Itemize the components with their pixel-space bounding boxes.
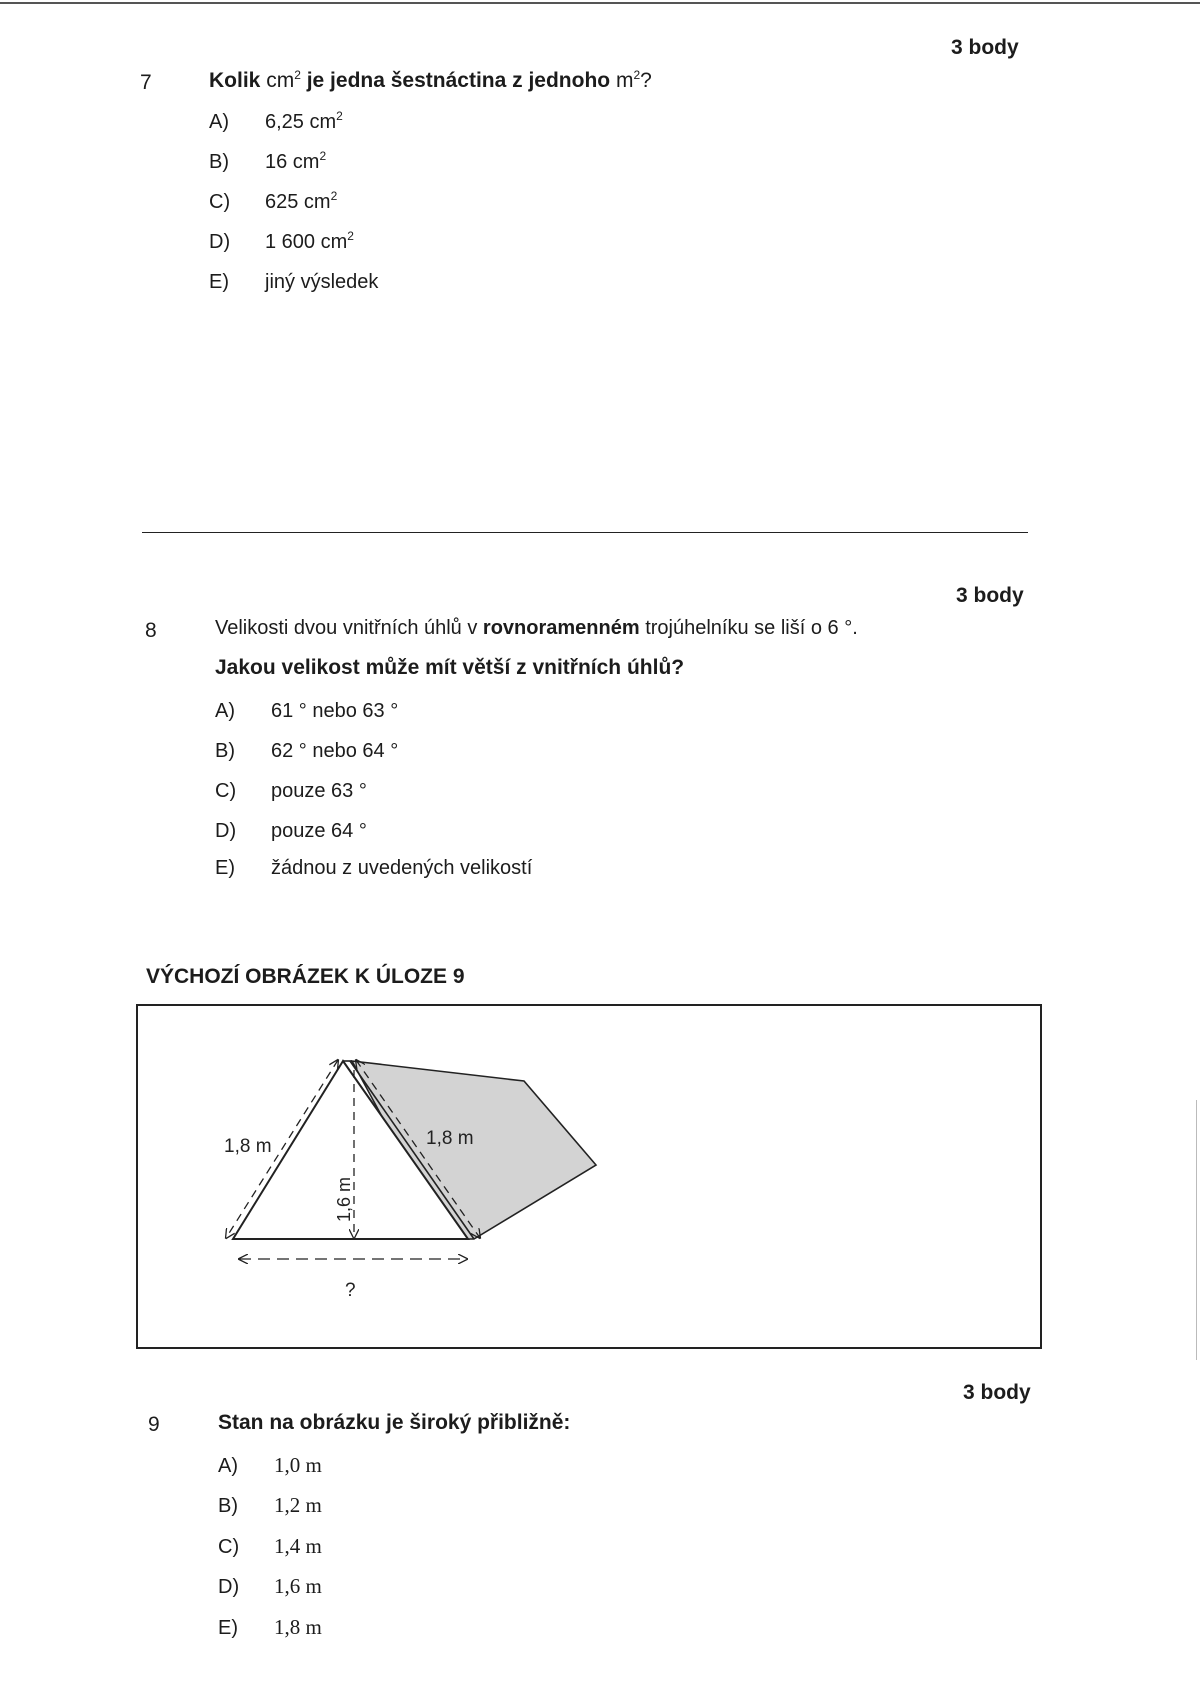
q8-option-e-value: žádnou z uvedených velikostí	[271, 857, 533, 879]
q8-option-d-value: pouze 64 °	[271, 820, 367, 842]
q8-statement-part-b: trojúhelníku se liší o 6 °.	[639, 617, 858, 639]
q7-option-b-value: 16 cm	[265, 151, 320, 173]
q7-points: 3 body	[951, 36, 1019, 59]
q7-question	[209, 69, 652, 93]
q7-option-c-value: 625 cm	[265, 191, 331, 213]
label-width-unknown: ?	[345, 1280, 356, 1301]
q7-option-c-sup: 2	[330, 189, 338, 203]
label-right-length: 1,8 m	[426, 1128, 474, 1149]
q8-option-d[interactable]	[215, 820, 367, 843]
q8-option-e[interactable]	[215, 857, 532, 880]
q9-option-b-letter: B)	[218, 1495, 238, 1517]
q9-option-a-value: 1,0 m	[274, 1453, 322, 1477]
q7-question-sup-1: 2	[294, 68, 301, 82]
q9-option-d[interactable]	[218, 1574, 322, 1599]
q9-option-b[interactable]	[218, 1493, 322, 1518]
q9-number: 9	[148, 1413, 160, 1436]
q9-option-e-letter: E)	[218, 1617, 238, 1639]
q8-option-c[interactable]	[215, 780, 367, 803]
q7-question-unit-m: m	[615, 69, 634, 92]
q8-option-b-value: 62 ° nebo 64 °	[271, 740, 399, 762]
q7-option-d-value: 1 600 cm	[265, 231, 348, 253]
q7-question-part-b: je jedna šestnáctina z jednoho	[300, 69, 616, 92]
q7-option-a-letter: A)	[209, 111, 229, 133]
q7-option-b-sup: 2	[319, 149, 327, 163]
q8-option-e-letter: E)	[215, 857, 235, 879]
q8-option-c-value: pouze 63 °	[271, 780, 367, 802]
q7-option-d-letter: D)	[209, 231, 231, 253]
q8-statement-bold: rovnoramenném	[482, 617, 640, 639]
section-divider	[142, 532, 1028, 533]
q8-option-b-letter: B)	[215, 740, 235, 762]
q8-option-b[interactable]	[215, 740, 398, 763]
q8-points: 3 body	[956, 584, 1024, 607]
q9-option-e-value: 1,8 m	[274, 1615, 322, 1639]
q7-option-c[interactable]	[209, 191, 337, 214]
q9-option-d-letter: D)	[218, 1576, 240, 1598]
q8-option-c-letter: C)	[215, 780, 237, 802]
q9-option-b-value: 1,2 m	[274, 1493, 322, 1517]
q9-option-c-letter: C)	[218, 1536, 240, 1558]
q7-option-b[interactable]	[209, 151, 326, 174]
q8-option-a[interactable]	[215, 700, 398, 723]
q9-option-c[interactable]	[218, 1534, 322, 1559]
q7-question-part-c: ?	[640, 69, 652, 92]
q7-question-unit-cm: cm	[266, 69, 295, 92]
q7-option-e-value: jiný výsledek	[265, 271, 379, 293]
q8-question: Jakou velikost může mít větší z vnitřních úhlů?	[215, 656, 685, 679]
q7-option-e[interactable]	[209, 271, 378, 294]
figure-box	[136, 1004, 1042, 1349]
q7-question-part-a: Kolik	[209, 69, 267, 92]
q7-option-a-value: 6,25 cm	[265, 111, 337, 133]
q7-question-sup-2: 2	[633, 68, 641, 82]
q7-option-a[interactable]	[209, 111, 343, 134]
q8-option-a-letter: A)	[215, 700, 235, 722]
q9-option-d-value: 1,6 m	[274, 1574, 322, 1598]
q9-option-a-letter: A)	[218, 1455, 238, 1477]
q8-option-d-letter: D)	[215, 820, 237, 842]
q7-option-a-sup: 2	[336, 109, 343, 123]
q8-statement	[215, 617, 858, 640]
label-left-length: 1,8 m	[224, 1136, 272, 1157]
figure-heading: VÝCHOZÍ OBRÁZEK K ÚLOZE 9	[146, 965, 465, 988]
q9-option-c-value: 1,4 m	[274, 1534, 322, 1558]
q9-points: 3 body	[963, 1381, 1031, 1404]
q7-number: 7	[140, 71, 152, 94]
q7-option-b-letter: B)	[209, 151, 229, 173]
q7-option-c-letter: C)	[209, 191, 231, 213]
q8-option-a-value: 61 ° nebo 63 °	[271, 700, 399, 722]
q9-option-a[interactable]	[218, 1453, 322, 1478]
q9-option-e[interactable]	[218, 1615, 322, 1640]
tent-figure	[138, 1006, 1040, 1347]
q7-option-d-sup: 2	[347, 229, 354, 243]
scan-top-edge	[0, 2, 1200, 4]
q8-statement-part-a: Velikosti dvou vnitřních úhlů v	[215, 617, 483, 639]
scan-right-edge	[1196, 1100, 1197, 1360]
label-height: 1,6 m	[334, 1176, 354, 1222]
q8-number: 8	[145, 619, 157, 642]
q7-option-e-letter: E)	[209, 271, 229, 293]
q9-question: Stan na obrázku je široký přibližně:	[218, 1411, 571, 1434]
q7-option-d[interactable]	[209, 231, 354, 254]
